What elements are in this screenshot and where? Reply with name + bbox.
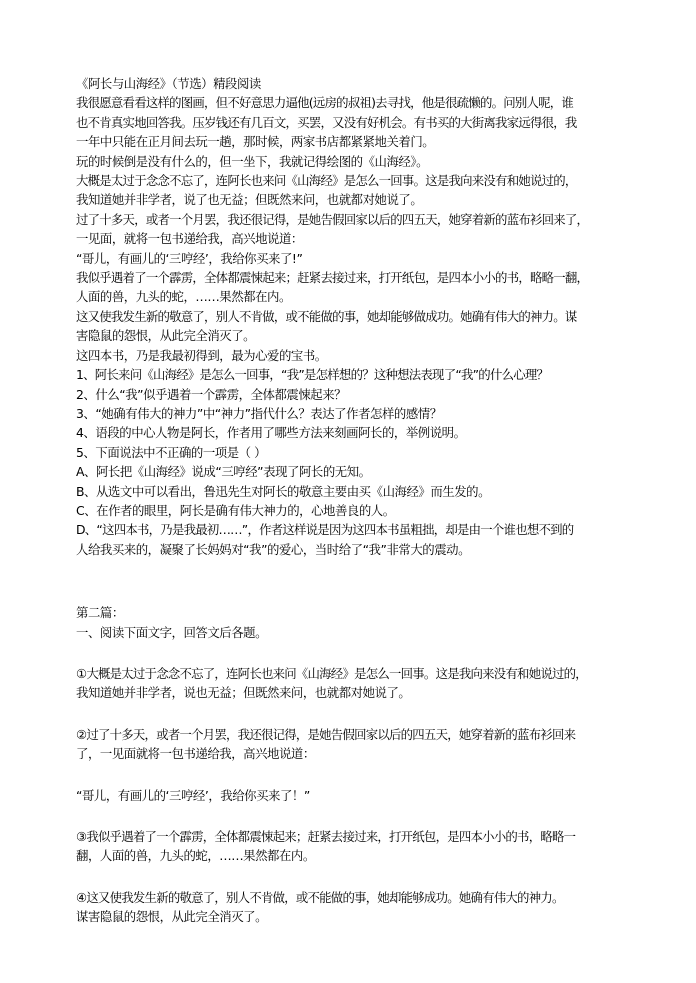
- passage-line: 也不肯真实地回答我。压岁钱还有几百文，买罢，又没有好机会。有书买的大街离我家远得很，我: [76, 114, 577, 130]
- passage-line: 一见面，就将一包书递给我，高兴地说道：: [76, 231, 303, 247]
- passage-line: 我似乎遇着了一个霹雳，全体都震悚起来；赶紧去接过来，打开纸包，是四本小小的书，略略一翻，: [76, 270, 589, 286]
- passage-line: ③我似乎遇着了一个霹雳，全体都震悚起来；赶紧去接过来，打开纸包，是四本小小的书，略略一: [76, 829, 576, 844]
- passage-line: 一年中只能在正月间去玩一趟，那时候，两家书店都紧紧地关着门。: [76, 134, 435, 150]
- passage-line: 我很愿意看看这样的图画，但不好意思力逼他(远房的叔祖)去寻找，他是很疏懒的。问别人呢，谁: [76, 95, 574, 111]
- passage-line: 我知道她并非学者，说了也无益；但既然来问，也就都对她说了。: [76, 192, 423, 208]
- passage-line: 害隐鼠的怨恨，从此完全消灭了。: [76, 328, 256, 344]
- question-item: 4、语段的中心人物是阿长，作者用了哪些方法来刻画阿长的，举例说明。: [76, 425, 466, 441]
- passage-paragraph: [76, 827, 624, 866]
- passage-line: “哥儿，有画儿的‘三哼经’，我给你买来了！”: [76, 787, 310, 803]
- question-item: 2、什么“我”似乎遇着一个霹雳，全体都震悚起来？: [76, 386, 347, 402]
- question-item: 1、阿长来问《山海经》是怎么一回事，“我”是怎样想的？这种想法表现了“我”的什么心理？: [76, 367, 549, 383]
- section-heading: 第二篇：: [76, 605, 124, 621]
- passage-line: 大概是太过于念念不忘了，连阿长也来问《山海经》是怎么一回事。这是我向来没有和她说过的，: [76, 173, 577, 189]
- option-item: C、在作者的眼里，阿长是确有伟大神力的，心地善良的人。: [76, 502, 395, 518]
- passage-paragraph: [76, 725, 624, 764]
- option-item: 人给我买来的，凝聚了长妈妈对“我”的爱心，当时给了“我”非常大的震动。: [76, 541, 471, 557]
- passage-line: 这四本书，乃是我最初得到，最为心爱的宝书。: [76, 347, 327, 363]
- question-list: [76, 365, 624, 559]
- document-title: 《阿长与山海经》（节选）精段阅读: [76, 76, 261, 91]
- passage-paragraph: [76, 786, 624, 805]
- question-item: 3、“她确有伟大的神力”中“神力”指代什么？表达了作者怎样的感情？: [76, 405, 442, 421]
- passage-line: 过了十多天，或者一个月罢，我还很记得，是她告假回家以后的四五天，她穿着新的蓝布衫回来了，: [76, 211, 589, 227]
- passage-line: ④这又使我发生新的敬意了，别人不肯做，或不能做的事，她却能够成功。她确有伟大的神力。: [76, 889, 564, 905]
- section-instruction: 一、阅读下面文字，回答文后各题。: [76, 624, 268, 640]
- option-item: A、阿长把《山海经》说成“三哼经”表现了阿长的无知。: [76, 464, 371, 480]
- passage-line: 我知道她并非学者，说也无益；但既然来问，也就都对她说了。: [76, 685, 411, 701]
- passage-line: ①大概是太过于念念不忘了，连阿长也来问《山海经》是怎么一回事。这是我向来没有和她说过的，: [76, 665, 587, 681]
- passage-line: 谋害隐鼠的怨恨，从此完全消灭了。: [76, 909, 268, 925]
- passage-line: 人面的兽，九头的蛇，……果然都在内。: [76, 289, 291, 305]
- passage-excerpt: [76, 93, 624, 365]
- passage-line: 翻，人面的兽，九头的蛇，……果然都在内。: [76, 848, 315, 864]
- passage-line: 这又使我发生新的敬意了，别人不肯做，或不能做的事，她却能够做成功。她确有伟大的神力。谋: [76, 308, 577, 324]
- passage-paragraph: [76, 664, 624, 703]
- passage-paragraph: [76, 888, 624, 927]
- passage-line: ②过了十多天，或者一个月罢，我还很记得，是她告假回家以后的四五天，她穿着新的蓝布衫回来: [76, 726, 576, 742]
- passage-line: 玩的时候倒是没有什么的，但一坐下，我就记得绘图的《山海经》。: [76, 153, 429, 169]
- question-item: 5、下面说法中不正确的一项是（ ）: [76, 444, 267, 460]
- passage-line: 了，一见面就将一包书递给我，高兴地说道：: [76, 746, 315, 762]
- passage-line: “哥儿，有画儿的‘三哼经’，我给你买来了!”: [76, 250, 303, 266]
- option-item: D、“这四本书，乃是我最初……”，作者这样说是因为这四本书虽粗拙，却是由一个谁也想不到的: [76, 522, 574, 538]
- document-page: [76, 0, 624, 927]
- option-item: B、从选文中可以看出，鲁迅先生对阿长的敬意主要由买《山海经》而生发的。: [76, 483, 491, 499]
